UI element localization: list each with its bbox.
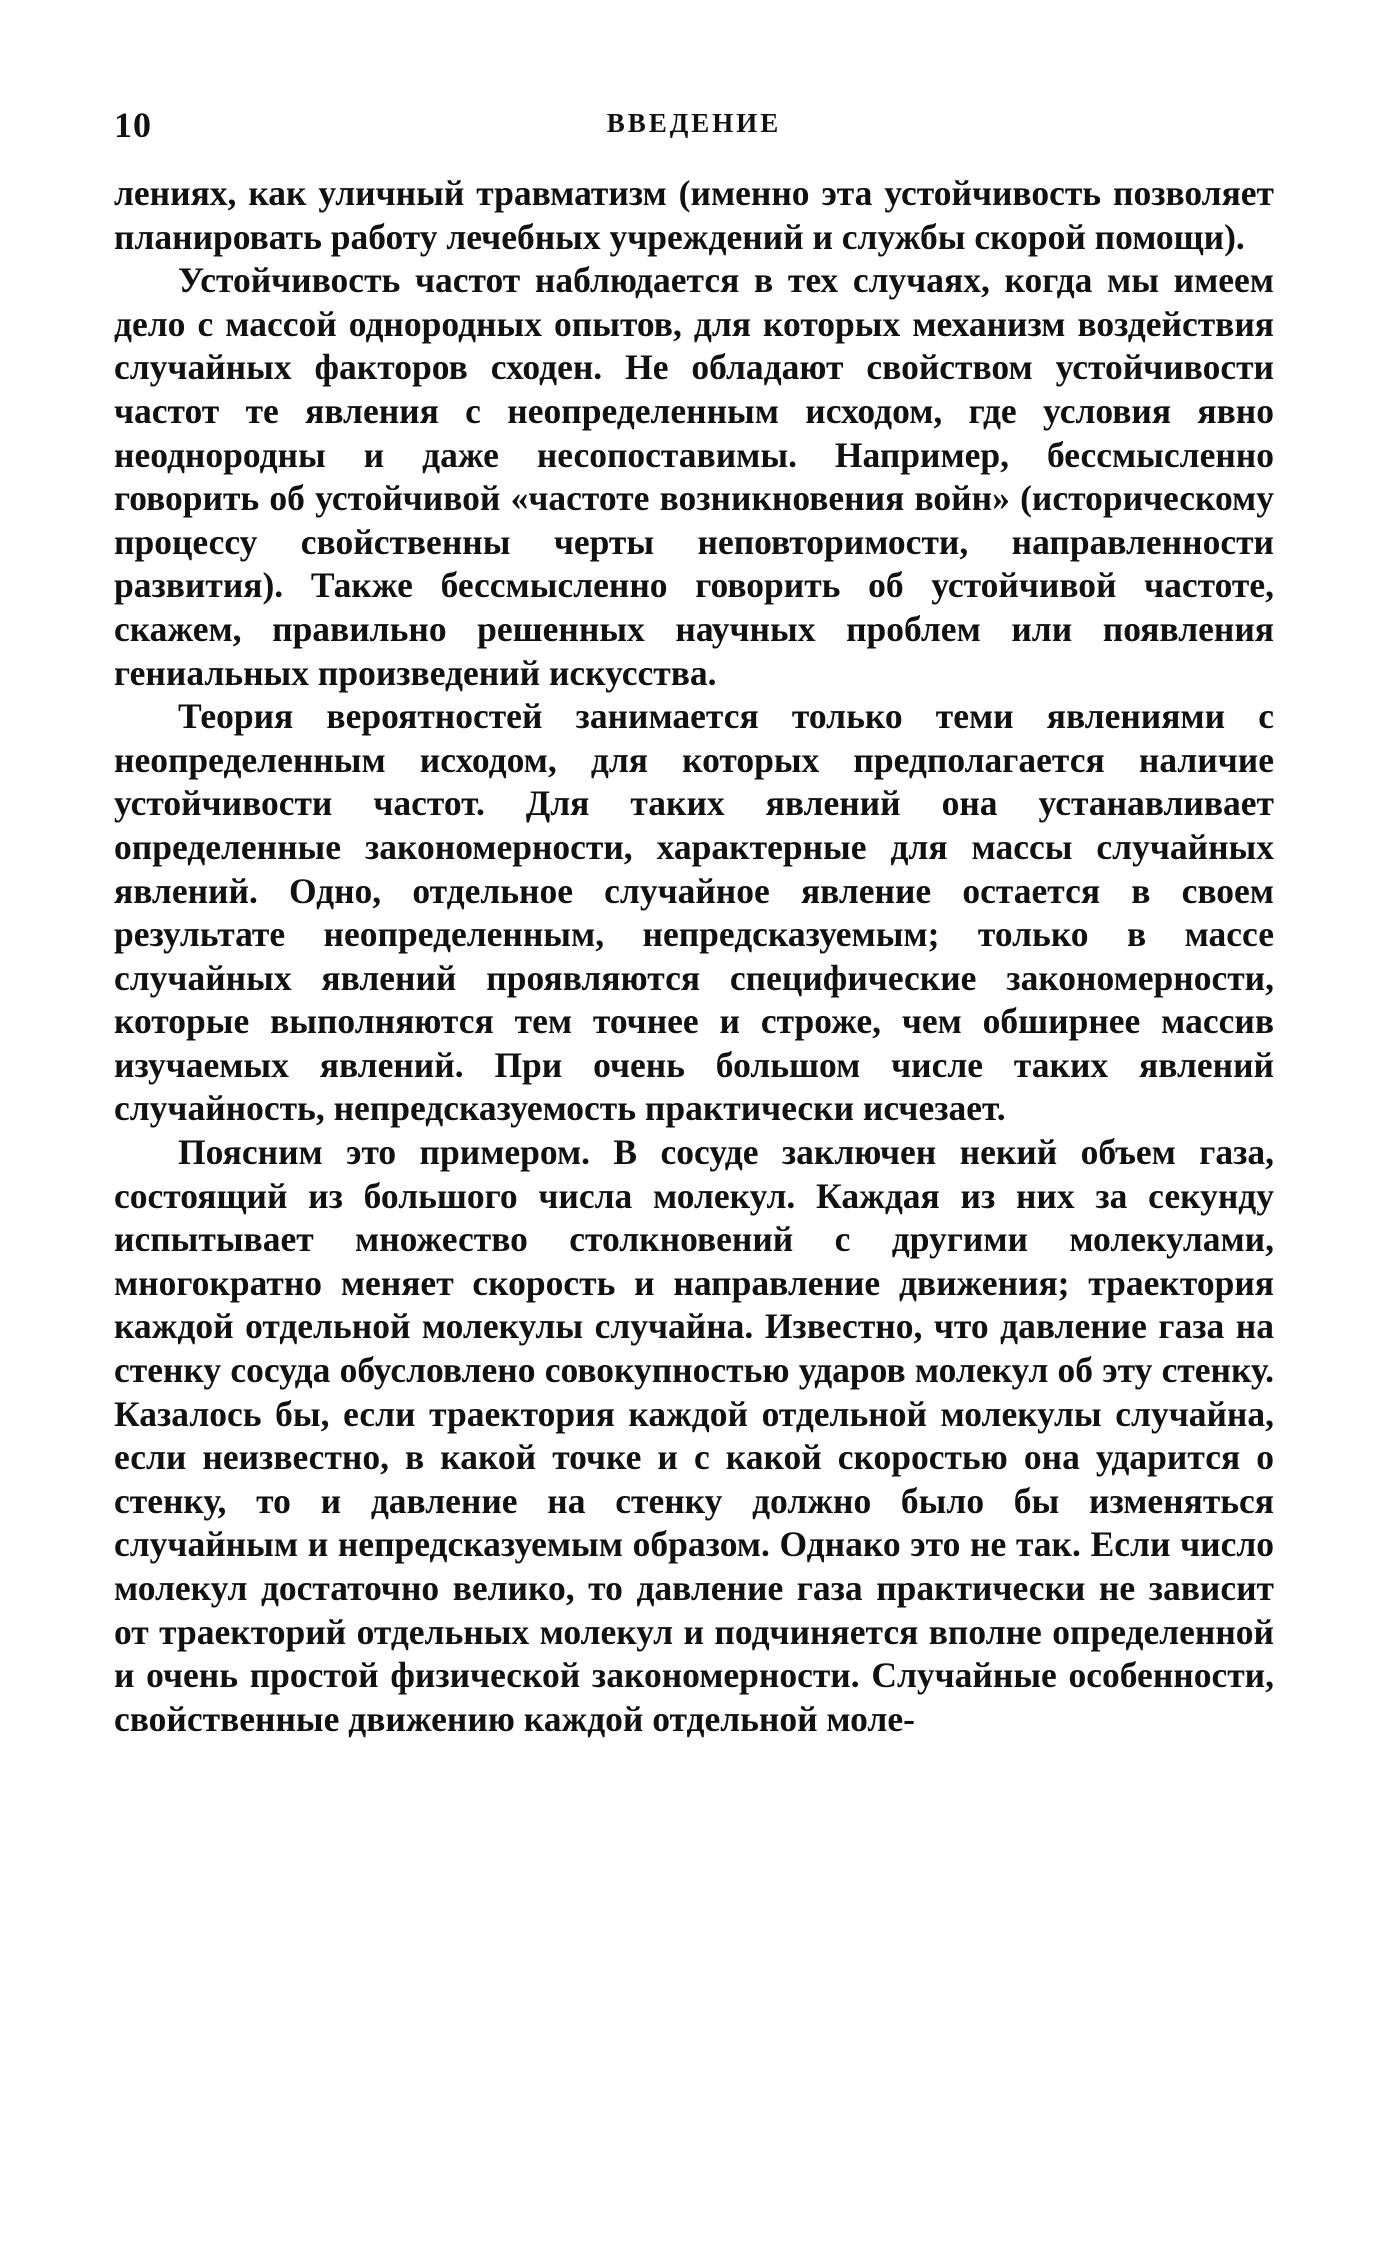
running-head: ВВЕДЕНИЕ	[606, 108, 782, 138]
paragraph-continuation: лениях, как уличный травматизм (именно эта устойчивость позволяет планировать работу лечебных учреждений и службы скорой помощи).	[114, 173, 1274, 257]
paragraph-frequency-stability: Устойчивость частот наблюдается в тех случаях, когда мы имеем дело с массой однородных опытов, для которых механизм воздействия случайных факторов сходен. Не обладают свойством устойчивости частот те явления с неопределенным исходом, где условия явно неоднородны и даже несопоставимы. Например, бессмысленно говорить об устойчивой «частоте возникновения войн» (историческому процессу свойственны черты неповторимости, направленности развития). Также бессмысленно говорить об устойчивой частоте, скажем, правильно решенных научных проблем или появления гениальных произведений искусства.	[114, 260, 1274, 693]
paragraph-probability-theory: Теория вероятностей занимается только теми явлениями с неопределенным исходом, для которых предполагается наличие устойчивости частот. Для таких явлений она устанавливает определенные закономерности, характерные для массы случайных явлений. Одно, отдельное случайное явление остается в своем результате неопределенным, непредсказуемым; только в массе случайных явлений проявляются специфические закономерности, которые выполняются тем точнее и строже, чем обширнее массив изучаемых явлений. При очень большом числе таких явлений случайность, непредсказуемость практически исчезает.	[114, 696, 1274, 1129]
paragraph-gas-example: Поясним это примером. В сосуде заключен некий объем газа, состоящий из большого числа молекул. Каждая из них за секунду испытывает множество столкновений с другими молекулами, многократно меняет скорость и направление движения; траектория каждой отдельной молекулы случайна. Известно, что давление газа на стенку сосуда обусловлено совокупностью ударов молекул об эту стенку. Казалось бы, если траектория каждой отдельной молекулы случайна, если неизвестно, в какой точке и с какой скоростью она ударится о стенку, то и давление на стенку должно было бы изменяться случайным и непредсказуемым образом. Однако это не так. Если число молекул достаточно велико, то давление газа практически не зависит от траекторий отдельных молекул и подчиняется вполне определенной и очень простой физической закономерности. Случайные особенности, свойственные движению каждой отдельной моле-	[114, 1132, 1274, 1739]
page-header	[114, 104, 1274, 144]
body-text	[114, 172, 1274, 1741]
page-number: 10	[114, 105, 152, 145]
